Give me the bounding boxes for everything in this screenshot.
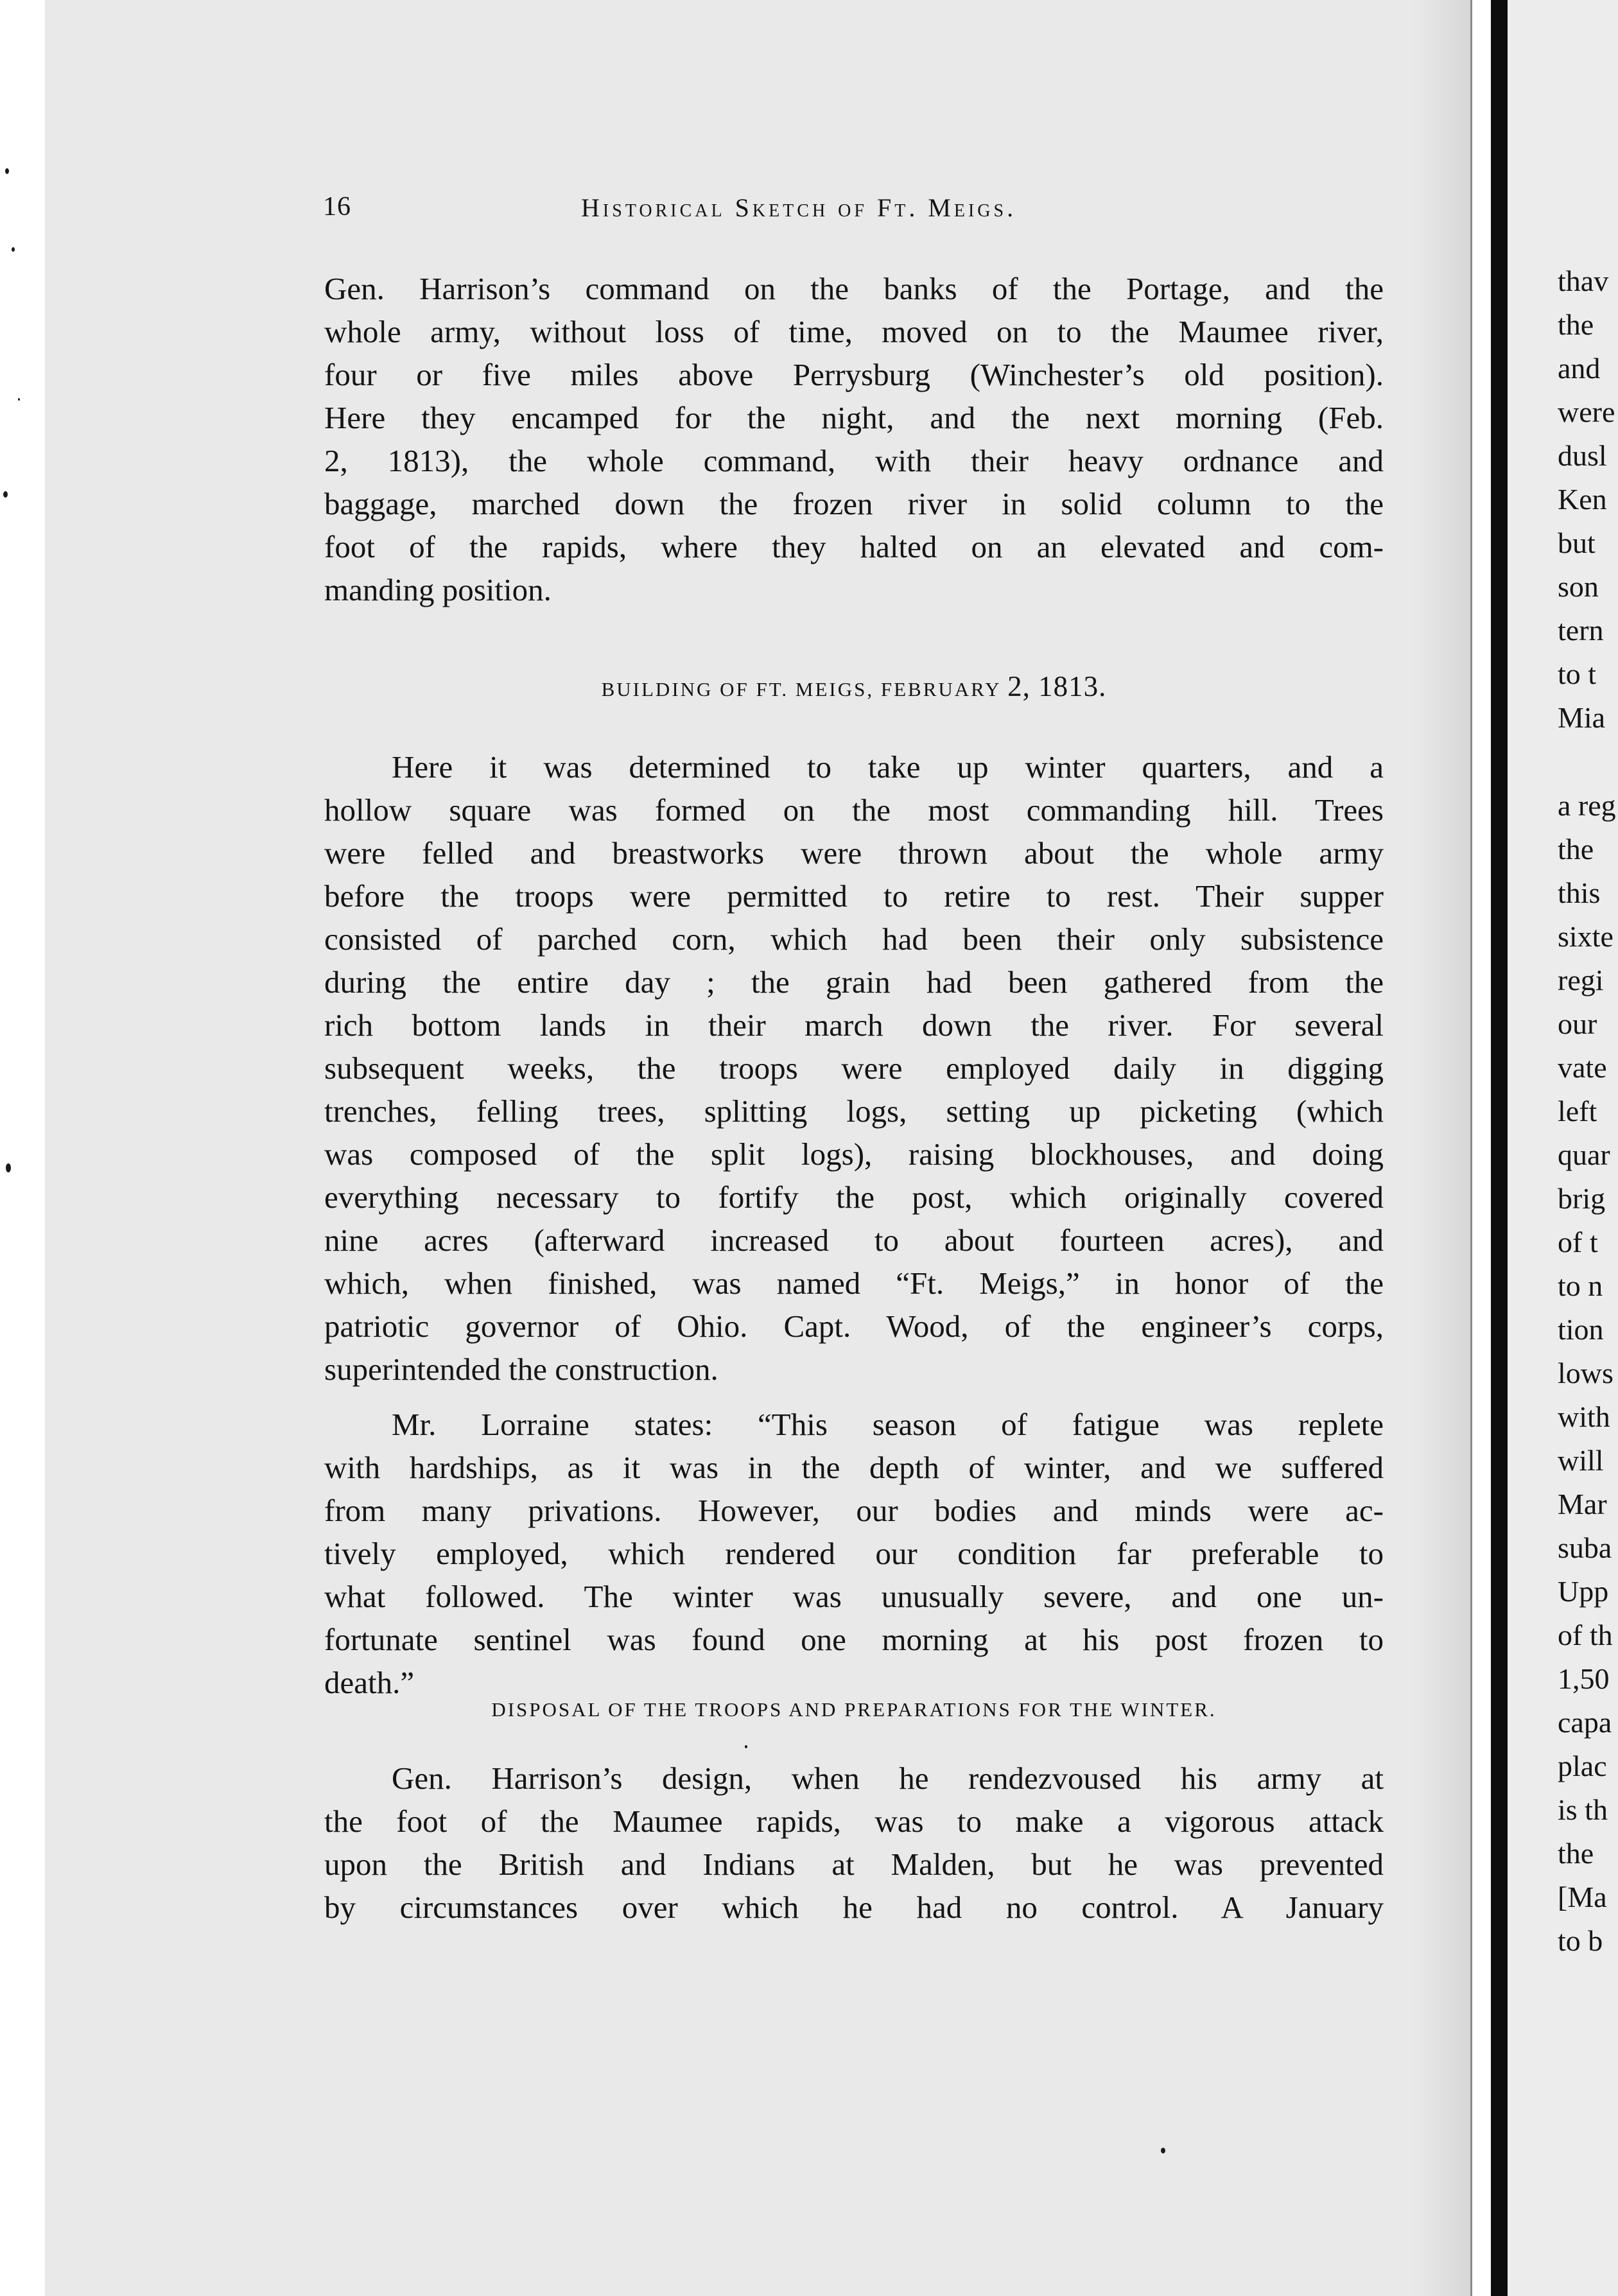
facing-page-fragment: the <box>1558 833 1594 865</box>
section-heading-date: 2, 1813. <box>1007 670 1107 702</box>
facing-page-fragment: vate <box>1558 1051 1607 1084</box>
facing-page-fragment: to t <box>1558 657 1597 690</box>
text-line: Gen. Harrison’s command on the banks of the Portage, and the <box>324 271 1384 306</box>
facing-page-fragment: our <box>1558 1007 1597 1040</box>
text-line: Gen. Harrison’s design, when he rendezvoused his army at <box>392 1761 1384 1796</box>
text-line: what followed. The winter was unusually severe, and one un- <box>324 1579 1384 1614</box>
text-line: were felled and breastworks were thrown about the whole army <box>324 835 1384 871</box>
scan-speck <box>1161 2148 1165 2153</box>
text-line: nine acres (afterward increased to about fourteen acres), and <box>324 1222 1384 1258</box>
facing-page <box>1508 0 1618 2296</box>
facing-page-fragment: suba <box>1558 1531 1612 1564</box>
text-line: upon the British and Indians at Malden, but he was prevented <box>324 1847 1384 1882</box>
facing-page-fragment: quar <box>1558 1138 1610 1171</box>
facing-page-fragment: left <box>1558 1095 1597 1127</box>
page-number: 16 <box>323 192 351 222</box>
facing-page-fragment: tern <box>1558 614 1604 647</box>
text-line: 2, 1813), the whole command, with their heavy ordnance and <box>324 443 1384 478</box>
binding-divider <box>1491 0 1508 2296</box>
page-gutter <box>1474 0 1490 2296</box>
facing-page-fragment: regi <box>1558 964 1604 996</box>
facing-page-fragment: of th <box>1558 1619 1613 1651</box>
scan-speck <box>6 1163 11 1172</box>
scan-speck <box>12 247 15 252</box>
facing-page-fragment: the <box>1558 1837 1594 1870</box>
facing-page-fragment: Mia <box>1558 701 1606 734</box>
facing-page-fragment: lows <box>1558 1357 1614 1389</box>
section-heading: DISPOSAL OF THE TROOPS AND PREPARATIONS FOR THE WINTER. <box>491 1698 1217 1721</box>
text-line: from many privations. However, our bodies and minds were ac- <box>324 1493 1384 1528</box>
facing-page-fragment: but <box>1558 526 1596 559</box>
facing-page-fragment: Ken <box>1558 483 1607 516</box>
text-line: Here it was determined to take up winter quarters, and a <box>392 749 1384 785</box>
text-line: Here they encamped for the night, and the next morning (Feb. <box>324 400 1384 435</box>
facing-page-fragment: tion <box>1558 1313 1604 1346</box>
scan-left-margin <box>0 0 45 2296</box>
facing-page-fragment: thav <box>1558 265 1609 297</box>
text-line: which, when finished, was named “Ft. Meigs,” in honor of the <box>324 1265 1384 1301</box>
scan-speck <box>5 168 9 174</box>
text-line: baggage, marched down the frozen river in solid column to the <box>324 486 1384 521</box>
facing-page-fragment: with <box>1558 1400 1610 1433</box>
text-line: foot of the rapids, where they halted on an elevated and com- <box>324 529 1384 564</box>
section-heading-text: BUILDING OF FT. MEIGS, FEBRUARY <box>601 678 1001 700</box>
text-line: four or five miles above Perrysburg (Winchester’s old position). <box>324 357 1384 392</box>
text-line: manding position. <box>324 572 552 607</box>
text-line: subsequent weeks, the troops were employed daily in digging <box>324 1050 1384 1086</box>
facing-page-fragment: a reg <box>1558 789 1616 822</box>
text-line: the foot of the Maumee rapids, was to make a vigorous attack <box>324 1804 1384 1839</box>
facing-page-fragment: to n <box>1558 1269 1603 1302</box>
text-line: patriotic governor of Ohio. Capt. Wood, of the engineer’s corps, <box>324 1309 1384 1344</box>
text-line: hollow square was formed on the most commanding hill. Trees <box>324 792 1384 828</box>
scan-speck <box>745 1745 747 1748</box>
facing-page-fragment: dusl <box>1558 439 1607 472</box>
text-line: fortunate sentinel was found one morning at his post frozen to <box>324 1622 1384 1657</box>
facing-page-fragment: the <box>1558 308 1594 341</box>
text-line: superintended the construction. <box>324 1352 718 1387</box>
text-line: whole army, without loss of time, moved on to the Maumee river, <box>324 314 1384 349</box>
facing-page-fragment: will <box>1558 1444 1604 1477</box>
text-line: Mr. Lorraine states: “This season of fatigue was replete <box>392 1407 1384 1442</box>
facing-page-fragment: 1,50 <box>1558 1662 1610 1695</box>
facing-page-fragment: were <box>1558 396 1615 428</box>
text-line: by circumstances over which he had no control. A January <box>324 1890 1384 1925</box>
text-line: rich bottom lands in their march down the river. For several <box>324 1007 1384 1043</box>
text-line: death.” <box>324 1665 415 1700</box>
text-line: trenches, felling trees, splitting logs, setting up picketing (which <box>324 1093 1384 1129</box>
facing-page-fragment: to b <box>1558 1924 1603 1957</box>
facing-page-fragment: brig <box>1558 1182 1606 1215</box>
scan-speck <box>18 398 20 401</box>
text-line: was composed of the split logs), raising blockhouses, and doing <box>324 1136 1384 1172</box>
facing-page-fragment: and <box>1558 352 1601 385</box>
text-line: before the troops were permitted to retire to rest. Their supper <box>324 878 1384 914</box>
facing-page-fragment: son <box>1558 570 1599 603</box>
facing-page-fragment: Upp <box>1558 1575 1609 1608</box>
text-line: everything necessary to fortify the post, which originally covered <box>324 1179 1384 1215</box>
text-line: during the entire day ; the grain had been gathered from the <box>324 964 1384 1000</box>
text-line: consisted of parched corn, which had been their only subsistence <box>324 921 1384 957</box>
facing-page-fragment: is th <box>1558 1793 1608 1826</box>
facing-page-fragment: this <box>1558 876 1601 909</box>
section-heading <box>324 670 1384 703</box>
scan-speck <box>3 491 8 498</box>
facing-page-fragment: Mar <box>1558 1488 1607 1520</box>
text-line: tively employed, which rendered our condition far preferable to <box>324 1536 1384 1571</box>
text-line: with hardships, as it was in the depth of winter, and we suffered <box>324 1450 1384 1485</box>
running-head: Historical Sketch of Ft. Meigs. <box>581 193 1017 222</box>
facing-page-fragment: [Ma <box>1558 1881 1607 1913</box>
page-shadow <box>1413 0 1470 2296</box>
facing-page-fragment: sixte <box>1558 920 1614 953</box>
facing-page-fragment: of t <box>1558 1226 1598 1258</box>
facing-page-fragment: plac <box>1558 1750 1607 1782</box>
facing-page-fragment: capa <box>1558 1706 1612 1739</box>
